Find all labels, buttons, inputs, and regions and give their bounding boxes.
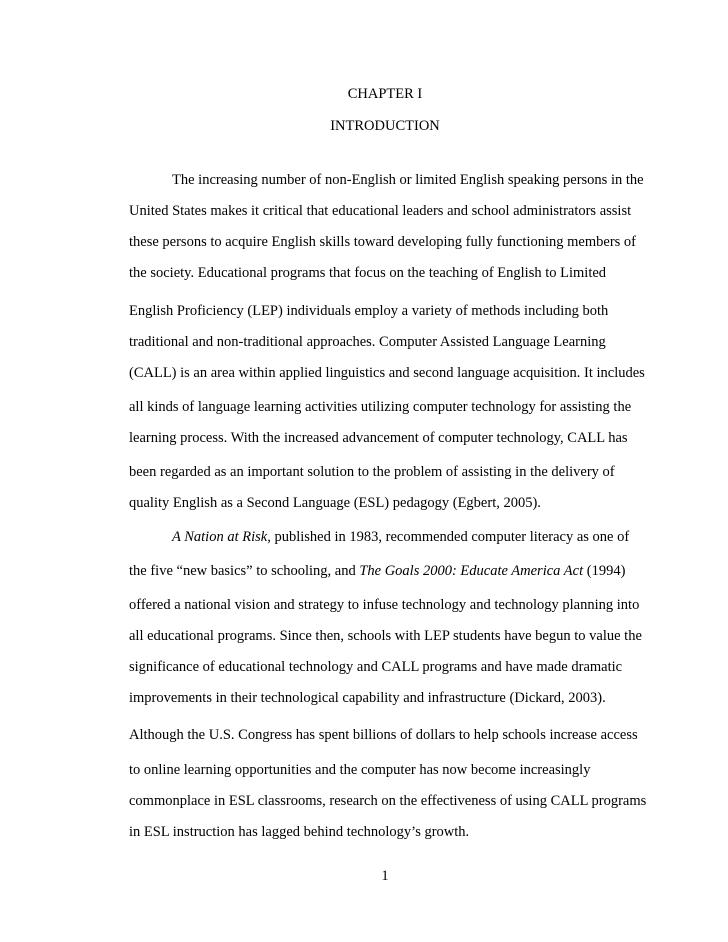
paragraph-line: United States makes it critical that educational leaders and school administrators assist xyxy=(129,203,632,219)
paragraph-line xyxy=(129,562,625,580)
paragraph-line: in ESL instruction has lagged behind technology’s growth. xyxy=(129,824,470,840)
paragraph-line: improvements in their technological capability and infrastructure (Dickard, 2003). xyxy=(129,690,606,706)
text-span: the five “new basics” to schooling, and xyxy=(129,563,360,579)
paragraph-line: quality English as a Second Language (ESL) pedagogy (Egbert, 2005). xyxy=(129,495,541,511)
paragraph-line: to online learning opportunities and the computer has now become increasingly xyxy=(129,762,591,778)
paragraph-line: significance of educational technology and CALL programs and have made dramatic xyxy=(129,659,623,675)
paragraph-line: English Proficiency (LEP) individuals employ a variety of methods including both xyxy=(129,303,609,319)
chapter-title: INTRODUCTION xyxy=(330,118,440,134)
text-span: published in 1983, recommended computer literacy as one of xyxy=(270,529,630,545)
paragraph-line xyxy=(172,528,629,546)
paragraph-line: The increasing number of non-English or limited English speaking persons in the xyxy=(172,172,644,188)
paragraph-line: all educational programs. Since then, schools with LEP students have begun to value the xyxy=(129,628,642,644)
paragraph-line: commonplace in ESL classrooms, research on the effectiveness of using CALL programs xyxy=(129,793,647,809)
book-title-italic: A Nation at Risk, xyxy=(172,529,271,545)
paragraph-line: Although the U.S. Congress has spent billions of dollars to help schools increase access xyxy=(129,727,638,743)
paragraph-line: all kinds of language learning activities utilizing computer technology for assisting the xyxy=(129,399,632,415)
paragraph-line: the society. Educational programs that focus on the teaching of English to Limited xyxy=(129,265,607,281)
paragraph-line: been regarded as an important solution to the problem of assisting in the delivery of xyxy=(129,464,615,480)
paragraph-line: offered a national vision and strategy to infuse technology and technology planning into xyxy=(129,597,640,613)
text-span: (1994) xyxy=(583,563,626,579)
page-number: 1 xyxy=(381,868,389,884)
paragraph-line: learning process. With the increased advancement of computer technology, CALL has xyxy=(129,430,628,446)
paragraph-line: (CALL) is an area within applied linguistics and second language acquisition. It includes xyxy=(129,365,645,381)
paragraph-line: these persons to acquire English skills toward developing fully functioning members of xyxy=(129,234,636,250)
chapter-label: CHAPTER I xyxy=(347,86,423,102)
act-title-italic: The Goals 2000: Educate America Act xyxy=(359,563,584,579)
paragraph-line: traditional and non-traditional approaches. Computer Assisted Language Learning xyxy=(129,334,606,350)
